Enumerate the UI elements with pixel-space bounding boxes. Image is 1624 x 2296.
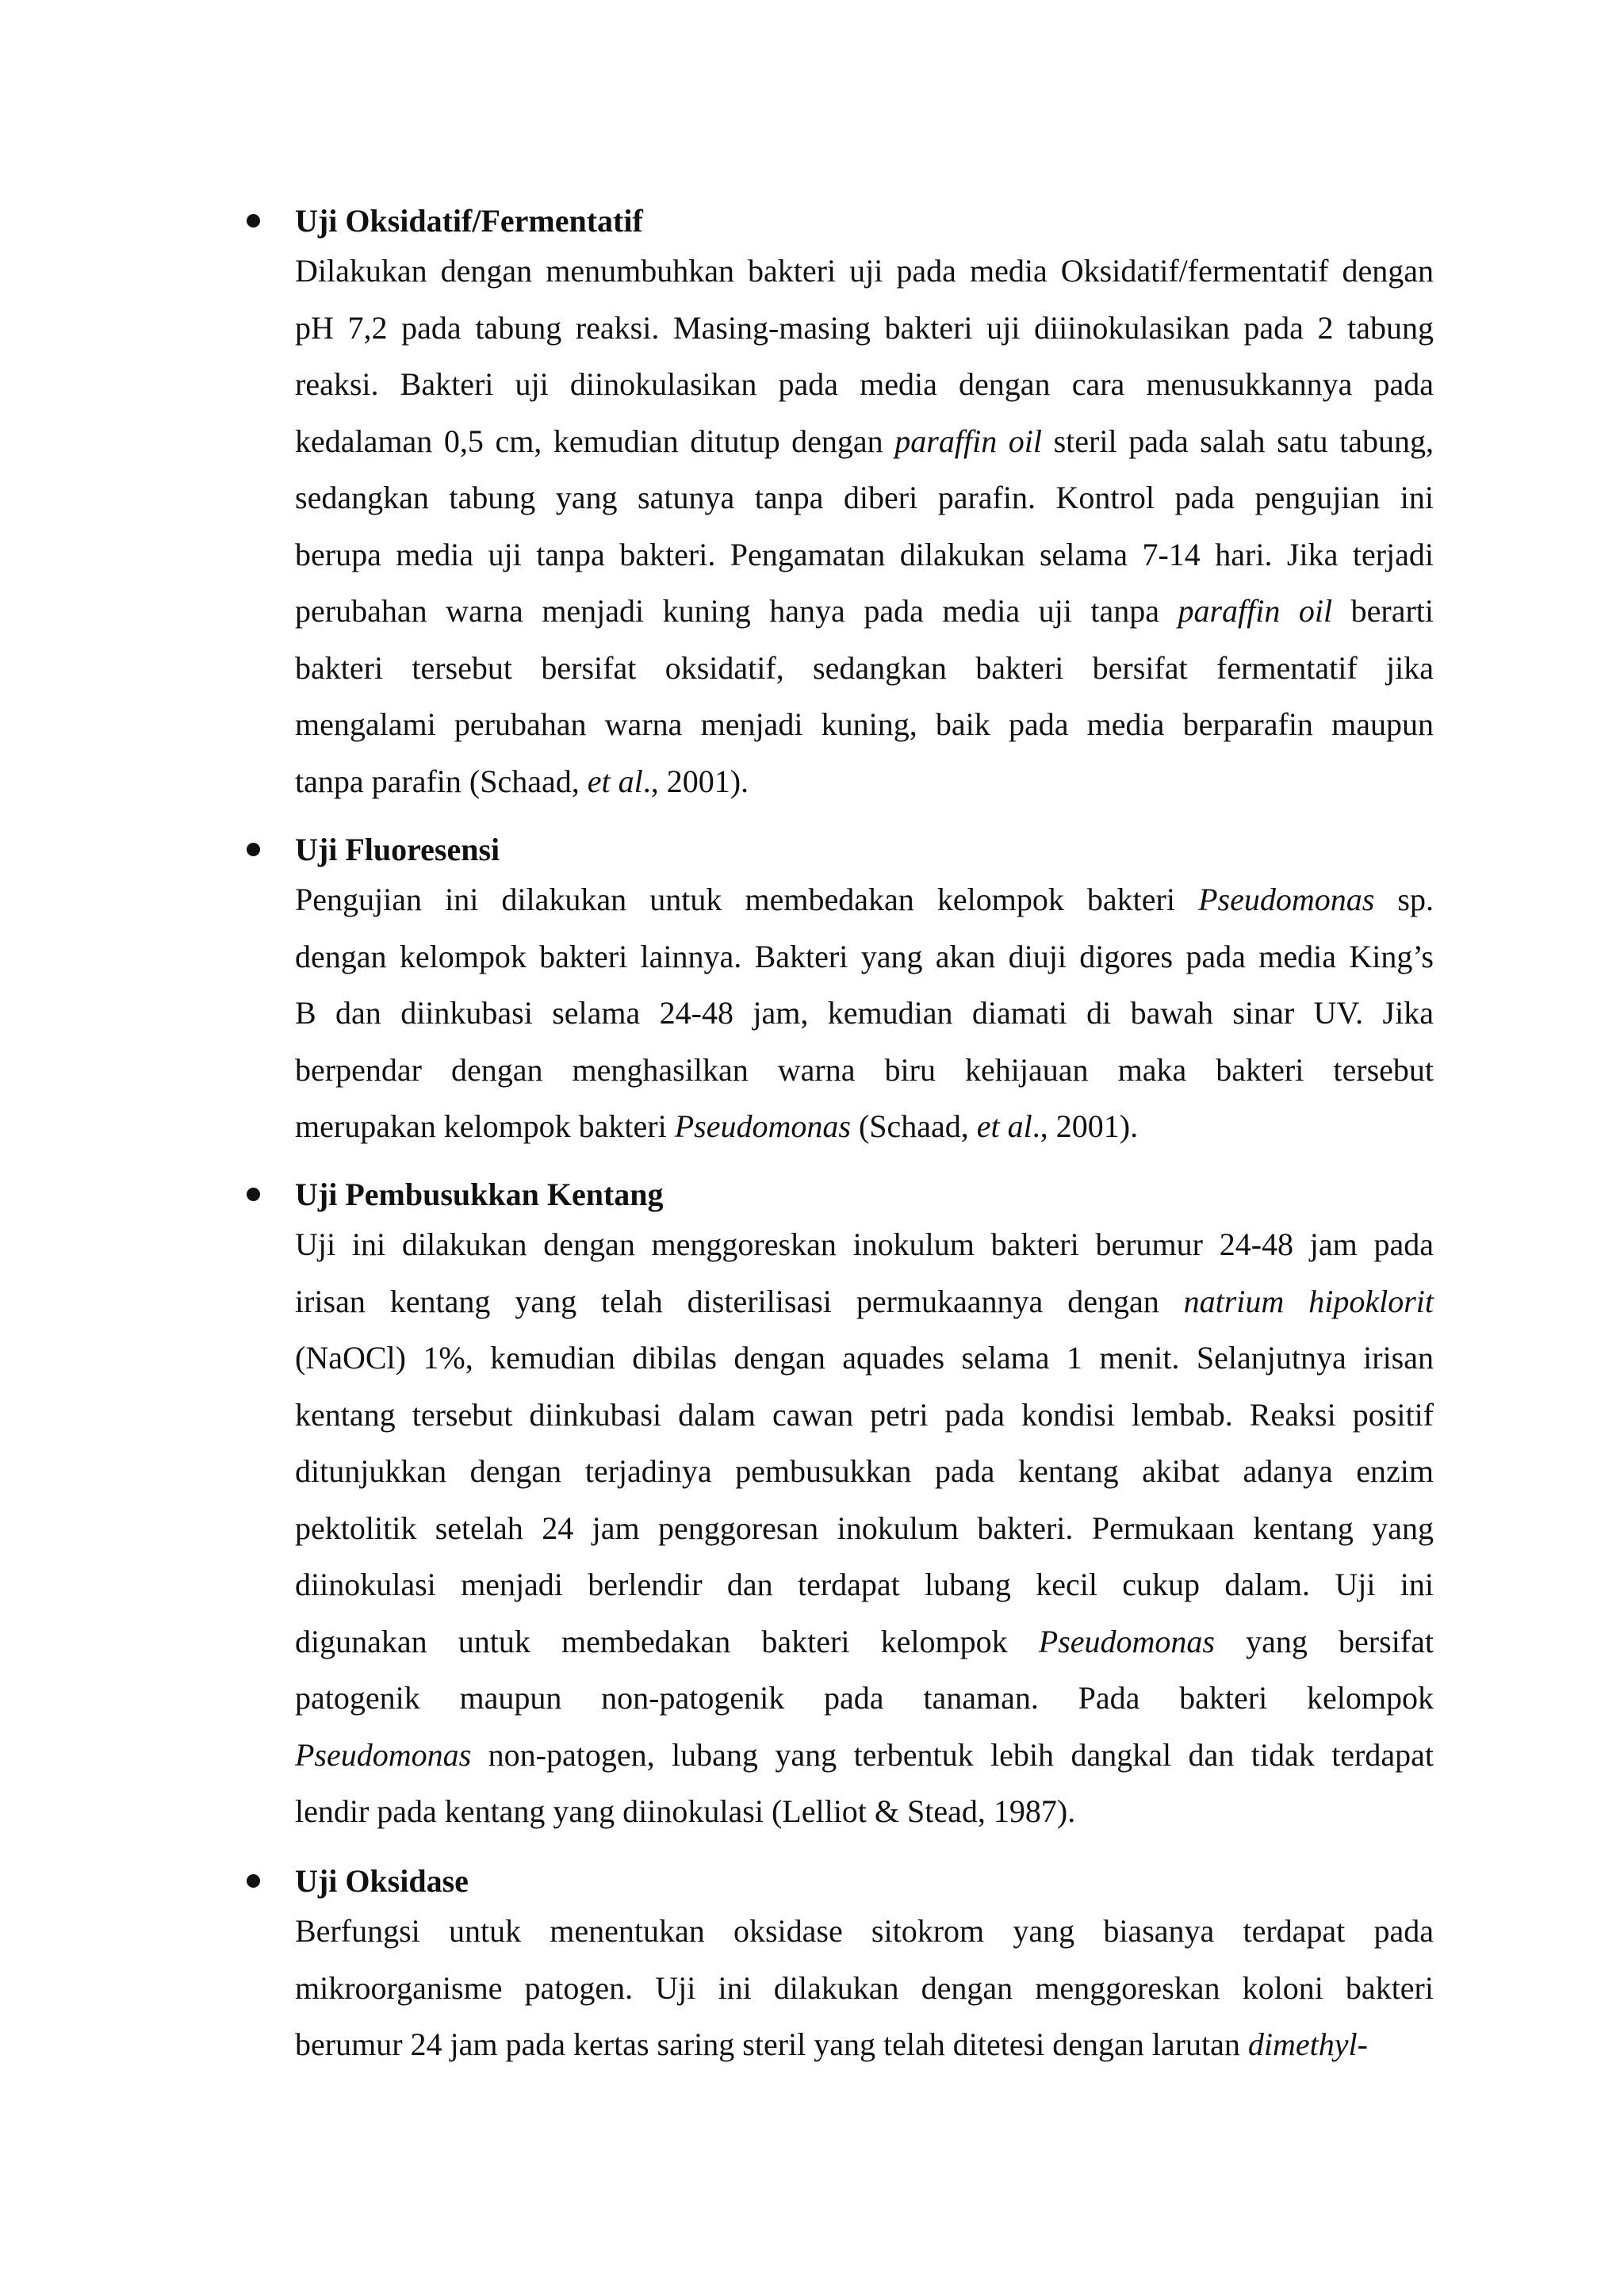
text-run: ., 2001).	[642, 763, 749, 799]
text-run: Pengujian ini dilakukan untuk membedakan kelompok bakteri	[295, 882, 1199, 917]
text-run: reaksi. Bakteri uji diinokulasikan pada media dengan cara menusukkannya pada	[295, 366, 1434, 402]
text-run: B dan diinkubasi selama 24-48 jam, kemudian diamati di bawah sinar UV. Jika	[295, 995, 1434, 1031]
text-run: Uji ini dilakukan dengan menggoreskan inokulum bakteri berumur 24-48 jam pada	[295, 1226, 1434, 1262]
text-run: dengan kelompok bakteri lainnya. Bakteri yang akan diuji digores pada media King’s	[295, 938, 1434, 974]
paragraph-line	[295, 1443, 1434, 1500]
paragraph-line	[295, 583, 1434, 640]
text-run: sedangkan tabung yang satunya tanpa diberi parafin. Kontrol pada pengujian ini	[295, 480, 1434, 515]
text-run: tanpa parafin (Schaad,	[295, 763, 588, 799]
text-run: irisan kentang yang telah disterilisasi permukaannya dengan	[295, 1283, 1184, 1319]
bullet-icon	[247, 1188, 260, 1201]
paragraph-line	[295, 1727, 1434, 1784]
text-run: Berfungsi untuk menentukan oksidase sitokrom yang biasanya terdapat pada	[295, 1913, 1434, 1949]
paragraph-line	[295, 300, 1434, 357]
paragraph-line	[295, 356, 1434, 413]
text-run: yang bersifat	[1215, 1623, 1434, 1659]
paragraph-line	[295, 1500, 1434, 1557]
text-run: perubahan warna menjadi kuning hanya pada media uji tanpa	[295, 593, 1178, 629]
paragraph-line	[295, 985, 1434, 1042]
section-heading: Uji Fluoresensi	[295, 832, 500, 867]
text-run: Dilakukan dengan menumbuhkan bakteri uji pada media Oksidatif/fermentatif dengan	[295, 253, 1434, 289]
paragraph-line	[295, 1273, 1434, 1330]
paragraph-line	[295, 1216, 1434, 1273]
paragraph-line	[295, 928, 1434, 985]
text-run: pH 7,2 pada tabung reaksi. Masing-masing bakteri uji diiinokulasikan pada 2 tabung	[295, 309, 1434, 346]
paragraph-line	[295, 640, 1434, 697]
text-run: non-patogen, lubang yang terbentuk lebih dangkal dan tidak terdapat	[471, 1736, 1434, 1773]
text-run: berumur 24 jam pada kertas saring steril yang telah ditetesi dengan larutan	[295, 2026, 1248, 2062]
paragraph-line	[295, 243, 1434, 300]
italic-term: dimethyl-	[1247, 2026, 1368, 2062]
paragraph-line	[295, 2016, 1434, 2073]
paragraph-line	[295, 1042, 1434, 1099]
text-run: steril pada salah satu tabung,	[1042, 423, 1434, 459]
paragraph-line	[295, 1613, 1434, 1670]
paragraph-line	[295, 469, 1434, 526]
italic-term: Pseudomonas	[674, 1108, 851, 1144]
text-run: (Schaad,	[850, 1108, 977, 1144]
paragraph-line	[295, 1556, 1434, 1613]
paragraph-line	[295, 1098, 1434, 1155]
paragraph-line	[295, 1387, 1434, 1444]
section-heading: Uji Pembusukkan Kentang	[295, 1177, 664, 1212]
bullet-icon	[247, 1874, 260, 1888]
section-paragraph	[295, 871, 1434, 1155]
section-heading: Uji Oksidase	[295, 1863, 469, 1899]
italic-term: Pseudomonas	[1198, 882, 1375, 917]
paragraph-line	[295, 1903, 1434, 1960]
italic-term: et al	[587, 763, 643, 799]
section-paragraph	[295, 243, 1434, 809]
paragraph-line	[295, 1330, 1434, 1387]
text-run: kedalaman 0,5 cm, kemudian ditutup dengan	[295, 423, 895, 459]
text-run: ., 2001).	[1032, 1108, 1139, 1144]
text-run: digunakan untuk membedakan bakteri kelompok	[295, 1623, 1039, 1659]
section-paragraph	[295, 1216, 1434, 1840]
italic-term: et al	[976, 1108, 1032, 1144]
text-run: berarti	[1332, 593, 1434, 629]
bullet-icon	[247, 843, 260, 856]
text-run: sp.	[1374, 882, 1434, 917]
section-paragraph	[295, 1903, 1434, 2073]
paragraph-line	[295, 1670, 1434, 1727]
paragraph-line	[295, 1960, 1434, 2017]
text-run: berpendar dengan menghasilkan warna biru kehijauan maka bakteri tersebut	[295, 1051, 1434, 1088]
text-run: pektolitik setelah 24 jam penggoresan inokulum bakteri. Permukaan kentang yang	[295, 1510, 1434, 1546]
paragraph-line	[295, 696, 1434, 753]
italic-term: paraffin oil	[894, 423, 1043, 459]
paragraph-line	[295, 753, 1434, 810]
text-run: (NaOCl) 1%, kemudian dibilas dengan aquades selama 1 menit. Selanjutnya irisan	[295, 1340, 1434, 1376]
text-run: diinokulasi menjadi berlendir dan terdapat lubang kecil cukup dalam. Uji ini	[295, 1567, 1434, 1602]
text-run: berupa media uji tanpa bakteri. Pengamatan dilakukan selama 7-14 hari. Jika terjadi	[295, 536, 1434, 572]
paragraph-line	[295, 413, 1434, 470]
bullet-icon	[247, 214, 260, 228]
italic-term: paraffin oil	[1178, 593, 1333, 629]
text-run: lendir pada kentang yang diinokulasi (Lelliot & Stead, 1987).	[295, 1793, 1076, 1829]
text-run: merupakan kelompok bakteri	[295, 1108, 675, 1144]
text-run: mikroorganisme patogen. Uji ini dilakukan dengan menggoreskan koloni bakteri	[295, 1969, 1434, 2006]
paragraph-line	[295, 871, 1434, 928]
text-run: ditunjukkan dengan terjadinya pembusukkan pada kentang akibat adanya enzim	[295, 1453, 1434, 1489]
paragraph-line	[295, 526, 1434, 584]
text-run: kentang tersebut diinkubasi dalam cawan petri pada kondisi lembab. Reaksi positif	[295, 1396, 1434, 1433]
italic-term: Pseudomonas	[1038, 1623, 1215, 1659]
italic-term: natrium hipoklorit	[1183, 1283, 1434, 1319]
text-run: patogenik maupun non-patogenik pada tanaman. Pada bakteri kelompok	[295, 1680, 1434, 1716]
paragraph-line	[295, 1783, 1434, 1840]
text-run: bakteri tersebut bersifat oksidatif, sedangkan bakteri bersifat fermentatif jika	[295, 649, 1434, 686]
text-run: mengalami perubahan warna menjadi kuning, baik pada media berparafin maupun	[295, 706, 1434, 742]
section-heading: Uji Oksidatif/Fermentatif	[295, 203, 643, 239]
italic-term: Pseudomonas	[295, 1736, 472, 1773]
